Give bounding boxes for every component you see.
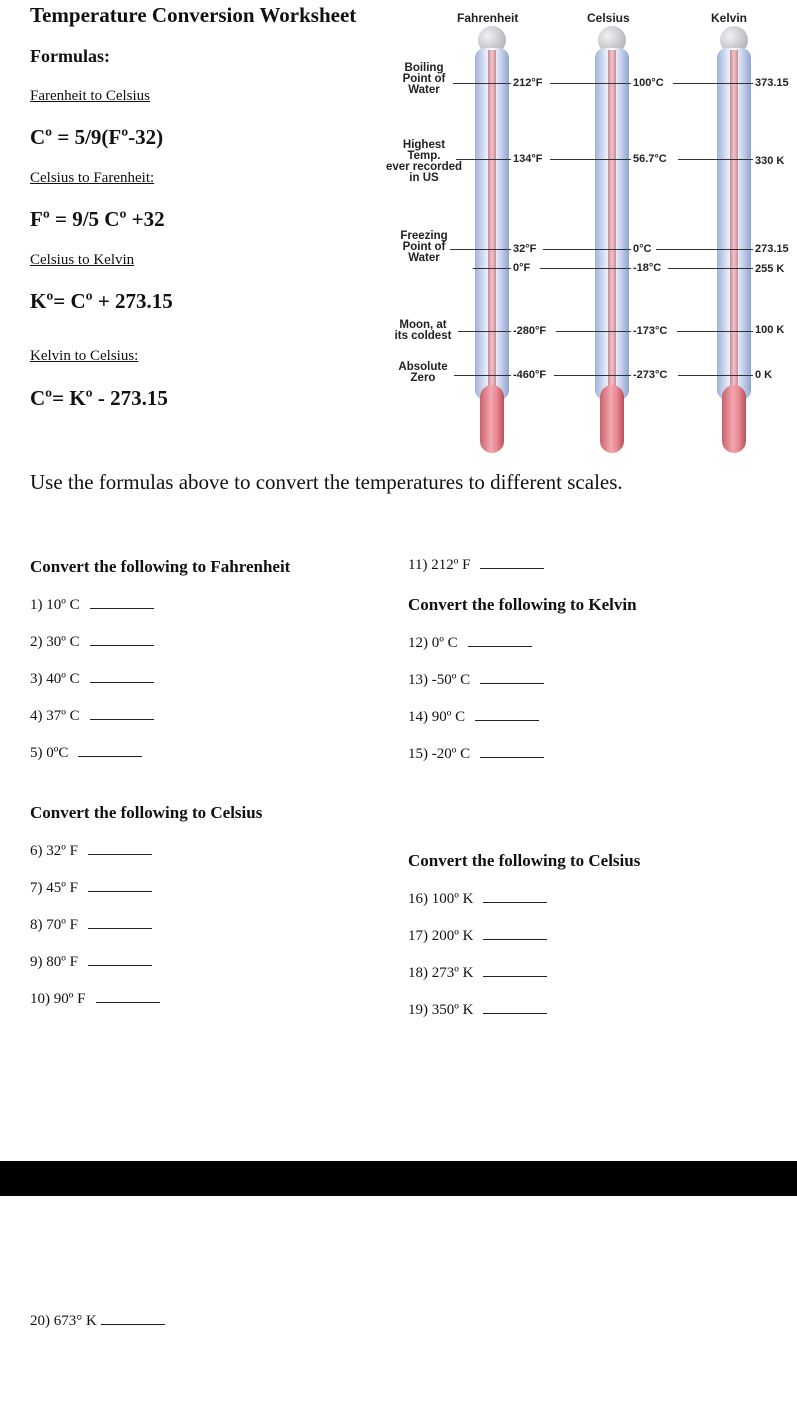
answer-blank[interactable] — [468, 645, 532, 647]
formula-c-to-f: Fº = 9/5 Cº +32 — [30, 207, 165, 231]
thermometer-diagram — [378, 0, 797, 460]
category-boiling: Boiling Point of Water — [402, 62, 446, 96]
c-value-boiling: 100°C — [633, 77, 664, 89]
answer-blank[interactable] — [480, 567, 544, 569]
category-moon: Moon, at its coldest — [394, 319, 452, 342]
list-item: 15) -20º C — [408, 746, 544, 763]
answer-blank[interactable] — [483, 938, 547, 940]
f-value-absolute: -460°F — [513, 369, 547, 381]
k-value-absolute: 0 K — [755, 369, 773, 381]
formula-c-to-k: Kº= Cº + 273.15 — [30, 289, 173, 313]
list-item: 18) 273º K — [408, 965, 547, 982]
c-value-moon: -173°C — [633, 325, 668, 337]
k-value-highest: 330 K — [755, 155, 785, 167]
list-item: 14) 90º C — [408, 709, 539, 726]
instructions: Use the formulas above to convert the temperatures to different scales. — [30, 470, 623, 494]
list-item: 20) 673° K — [30, 1313, 165, 1330]
list-item: 19) 350º K — [408, 1002, 547, 1019]
answer-blank[interactable] — [475, 719, 539, 721]
formulas-heading: Formulas: — [30, 46, 110, 66]
list-item: 4) 37º C — [30, 708, 154, 725]
formula-label-k-to-c: Kelvin to Celsius: — [30, 348, 139, 364]
list-item: 5) 0ºC — [30, 745, 142, 762]
f-value-zero: 0°F — [513, 262, 531, 274]
list-item: 16) 100º K — [408, 891, 547, 908]
answer-blank[interactable] — [88, 964, 152, 966]
celsius-header: Celsius — [587, 11, 630, 25]
k-value-moon: 100 K — [755, 324, 785, 336]
answer-blank[interactable] — [90, 644, 154, 646]
answer-blank[interactable] — [90, 681, 154, 683]
list-item: 17) 200º K — [408, 928, 547, 945]
answer-blank[interactable] — [483, 975, 547, 977]
list-item: 11) 212º F — [408, 557, 544, 574]
k-value-freezing: 273.15 — [755, 243, 789, 255]
f-value-freezing: 32°F — [513, 243, 537, 255]
section-heading-to-kelvin: Convert the following to Kelvin — [408, 595, 637, 614]
list-item: 1) 10º C — [30, 597, 154, 614]
category-freezing: Freezing Point of Water — [400, 230, 448, 264]
formula-k-to-c: Cº= Kº - 273.15 — [30, 386, 168, 410]
list-item: 12) 0º C — [408, 635, 532, 652]
formula-label-c-to-k: Celsius to Kelvin — [30, 252, 135, 268]
list-item: 3) 40º C — [30, 671, 154, 688]
answer-blank[interactable] — [101, 1323, 165, 1325]
answer-blank[interactable] — [88, 853, 152, 855]
list-item: 8) 70º F — [30, 917, 152, 934]
k-value-boiling: 373.15 — [755, 77, 789, 89]
f-value-boiling: 212°F — [513, 77, 543, 89]
section-heading-to-celsius-from-f: Convert the following to Celsius — [30, 803, 263, 822]
c-value-zero-f: -18°C — [633, 262, 662, 274]
answer-blank[interactable] — [483, 1012, 547, 1014]
section-heading-to-fahrenheit: Convert the following to Fahrenheit — [30, 557, 291, 576]
answer-blank[interactable] — [88, 927, 152, 929]
answer-blank[interactable] — [78, 755, 142, 757]
answer-blank[interactable] — [480, 682, 544, 684]
category-absolute-zero: Absolute Zero — [398, 361, 448, 384]
f-value-highest: 134°F — [513, 153, 543, 165]
c-value-absolute: -273°C — [633, 369, 668, 381]
worksheet-title: Temperature Conversion Worksheet — [30, 3, 357, 27]
answer-blank[interactable] — [96, 1001, 160, 1003]
list-item: 2) 30º C — [30, 634, 154, 651]
c-value-highest: 56.7°C — [633, 153, 667, 165]
redaction-bar — [0, 1161, 797, 1196]
formula-f-to-c: Cº = 5/9(Fº-32) — [30, 125, 164, 149]
section-heading-to-celsius-from-k: Convert the following to Celsius — [408, 851, 641, 870]
answer-blank[interactable] — [90, 607, 154, 609]
kelvin-header: Kelvin — [711, 11, 748, 25]
formula-label-f-to-c: Farenheit to Celsius — [30, 88, 150, 104]
f-value-moon: -280°F — [513, 325, 547, 337]
list-item: 7) 45º F — [30, 880, 152, 897]
answer-blank[interactable] — [88, 890, 152, 892]
list-item: 13) -50º C — [408, 672, 544, 689]
answer-blank[interactable] — [480, 756, 544, 758]
answer-blank[interactable] — [483, 901, 547, 903]
k-value-zero-f: 255 K — [755, 263, 785, 275]
answer-blank[interactable] — [90, 718, 154, 720]
list-item: 9) 80º F — [30, 954, 152, 971]
category-highest: Highest Temp. ever recorded in US — [385, 139, 463, 184]
formula-label-c-to-f: Celsius to Farenheit: — [30, 170, 155, 186]
list-item: 6) 32º F — [30, 843, 152, 860]
c-value-freezing: 0°C — [633, 243, 652, 255]
fahrenheit-header: Fahrenheit — [457, 11, 519, 25]
list-item: 10) 90º F — [30, 991, 160, 1008]
